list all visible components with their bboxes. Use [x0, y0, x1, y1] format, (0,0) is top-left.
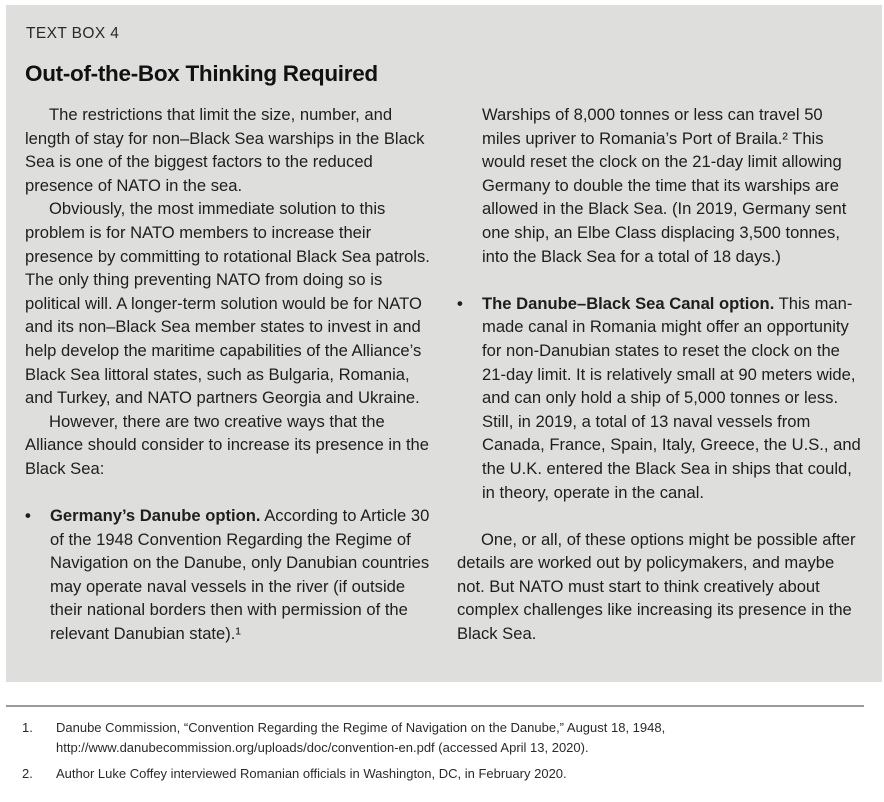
footnote-number: 1.	[22, 720, 33, 735]
paragraph-restrictions: The restrictions that limit the size, number, and length of stay for non–Black Sea warships in the Black Sea is one of the biggest factors to the reduced presence of NATO in the sea.	[25, 105, 425, 195]
spacer	[457, 504, 861, 528]
bullet-continuation: Warships of 8,000 tonnes or less can travel 50 miles upriver to Romania’s Port of Braila.² This would reset the clock on the 21-day limit allowing Germany to double the time that its warships are allowed in the Black Sea. (In 2019, Germany sent one ship, an Elbe Class displacing 3,500 tonnes, into the Black Sea for a total of 18 days.)	[482, 105, 847, 266]
left-column	[25, 103, 435, 646]
bullet-danube-option	[25, 504, 435, 646]
box-title: Out-of-the-Box Thinking Required	[25, 61, 378, 86]
bullet-lead: The Danube–Black Sea Canal option.	[482, 293, 775, 313]
footnote-item	[22, 718, 862, 758]
footnotes	[22, 718, 862, 790]
paragraph-closing: One, or all, of these options might be possible after details are worked out by policymakers, and maybe not. But NATO must start to think creatively about complex challenges like increasing its presence in the Black Sea.	[457, 529, 856, 644]
footnote-item	[22, 764, 862, 784]
footnote-number: 2.	[22, 766, 33, 781]
paragraph-solutions: Obviously, the most immediate solution to this problem is for NATO members to increase their presence by committing to rotational Black Sea patrols. The only thing preventing NATO from doing so is political will. A longer-term solution would be for NATO and its non–Black Sea member states to invest in and help develop the maritime capabilities of the Alliance’s Black Sea littoral states, such as Bulgaria, Romania, and Turkey, and NATO partners Georgia and Ukraine.	[25, 199, 430, 408]
right-column	[457, 103, 861, 646]
bullet-icon: •	[25, 506, 31, 526]
bullet-body	[50, 504, 435, 646]
bullet-text: According to Article 30 of the 1948 Convention Regarding the Regime of Navigation on the Danube, only Danubian countries may operate naval vessels in the river (if outside their national borders then with permission of the relevant Danubian state).¹	[50, 506, 430, 644]
spacer	[457, 268, 861, 292]
bullet-text: This man-made canal in Romania might offer an opportunity for non-Danubian states to reset the clock on the 21-day limit. It is relatively small at 90 meters wide, and can only hold a ship of 5,000 tonnes or less. Still, in 2019, a total of 13 naval vessels from Canada, France, Spain, Italy, Greece, the U.S., and the U.K. entered the Black Sea in ships that could, in theory, operate in the canal.	[482, 293, 861, 502]
footnote-divider	[6, 705, 864, 707]
bullet-lead: Germany’s Danube option.	[50, 506, 261, 526]
spacer	[25, 481, 435, 505]
bullet-icon: •	[457, 293, 463, 313]
box-label: TEXT BOX 4	[26, 25, 120, 42]
paragraph-creative-ways: However, there are two creative ways that the Alliance should consider to increase its presence in the Black Sea:	[25, 411, 430, 478]
footnote-text: Danube Commission, “Convention Regarding the Regime of Navigation on the Danube,” August 18, 1948, http://www.danubecommission.org/uploads/doc/convention-en.pdf (accessed April 13, 2020).	[56, 720, 666, 755]
footnote-text: Author Luke Coffey interviewed Romanian officials in Washington, DC, in February 2020.	[56, 766, 567, 781]
bullet-body	[482, 292, 861, 504]
bullet-canal-option	[457, 292, 861, 504]
